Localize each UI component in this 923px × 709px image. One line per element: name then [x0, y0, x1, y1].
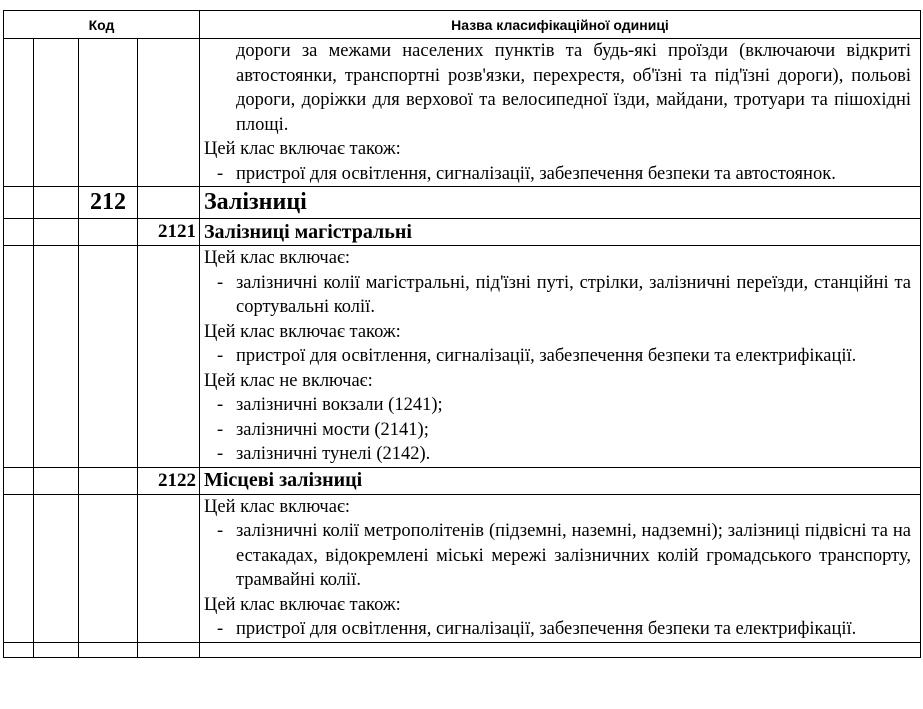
class-description [200, 246, 921, 468]
class-code: 2121 [138, 219, 200, 246]
list-item: - залізничні мости (2141); [204, 418, 911, 443]
also-list [204, 162, 911, 187]
header-name: Назва класифікаційної одиниці [200, 11, 921, 39]
excludes-list [204, 393, 911, 467]
continuation-description [200, 39, 921, 187]
also-list [204, 617, 911, 642]
class-title: Залізниці магістральні [200, 219, 921, 246]
list-marker: - [217, 419, 224, 440]
list-item: - залізничні вокзали (1241); [204, 393, 911, 418]
also-heading: Цей клас включає також: [204, 594, 401, 615]
class-description-row [4, 246, 921, 468]
also-heading: Цей клас включає також: [204, 139, 401, 159]
list-marker: - [217, 272, 224, 293]
includes-list [204, 519, 911, 593]
also-heading: Цей клас включає також: [204, 321, 401, 342]
includes-list [204, 271, 911, 320]
continuation-text: дороги за межами населених пунктів та будь-які проїзди (включаючи відкриті автостоянки, транспортні розв'язки, перехрестя, об'їзні та під'їзні дороги), польові дороги, доріжки для верхової та велосипедної їзди, майдани, тротуари та пішохідні площі. [236, 41, 911, 135]
list-item: - пристрої для освітлення, сигналізації, забезпечення безпеки та електрифікації. [204, 617, 911, 642]
list-item: - пристрої для освітлення, сигналізації, забезпечення безпеки та автостоянок. [204, 162, 911, 187]
class-title: Місцеві залізниці [200, 467, 921, 494]
also-list [204, 344, 911, 369]
list-marker: - [217, 619, 224, 639]
list-item: - пристрої для освітлення, сигналізації, забезпечення безпеки та електрифікації. [204, 344, 911, 369]
list-marker: - [217, 395, 224, 415]
list-marker: - [217, 346, 224, 366]
header-row [4, 11, 921, 39]
continuation-row [4, 39, 921, 187]
list-marker: - [217, 163, 224, 184]
section-title: Залізниці [200, 187, 921, 219]
class-row [4, 467, 921, 494]
excludes-heading: Цей клас не включає: [204, 370, 373, 391]
list-marker: - [217, 521, 224, 541]
classification-table [3, 10, 921, 658]
includes-heading: Цей клас включає: [204, 248, 351, 268]
list-item: - залізничні колії магістральні, під'їзні путі, стрілки, залізничні переїзди, станційні та сортувальні колії. [217, 272, 911, 317]
header-code: Код [4, 11, 200, 39]
class-description [200, 494, 921, 642]
cut-off-row [4, 642, 921, 657]
list-item: - залізничні колії метрополітенів (підземні, наземні, надземні); залізниці підвісні та на естакадах, відокремлені міські мережі залізничних колій громадського транспорту, трамвайні колії. [217, 521, 911, 590]
class-description-row [4, 494, 921, 642]
list-marker: - [217, 444, 224, 464]
section-row [4, 187, 921, 219]
class-row [4, 219, 921, 246]
list-item: - залізничні тунелі (2142). [204, 442, 911, 467]
section-code: 212 [79, 187, 138, 219]
includes-heading: Цей клас включає: [204, 496, 351, 517]
class-code: 2122 [138, 467, 200, 494]
